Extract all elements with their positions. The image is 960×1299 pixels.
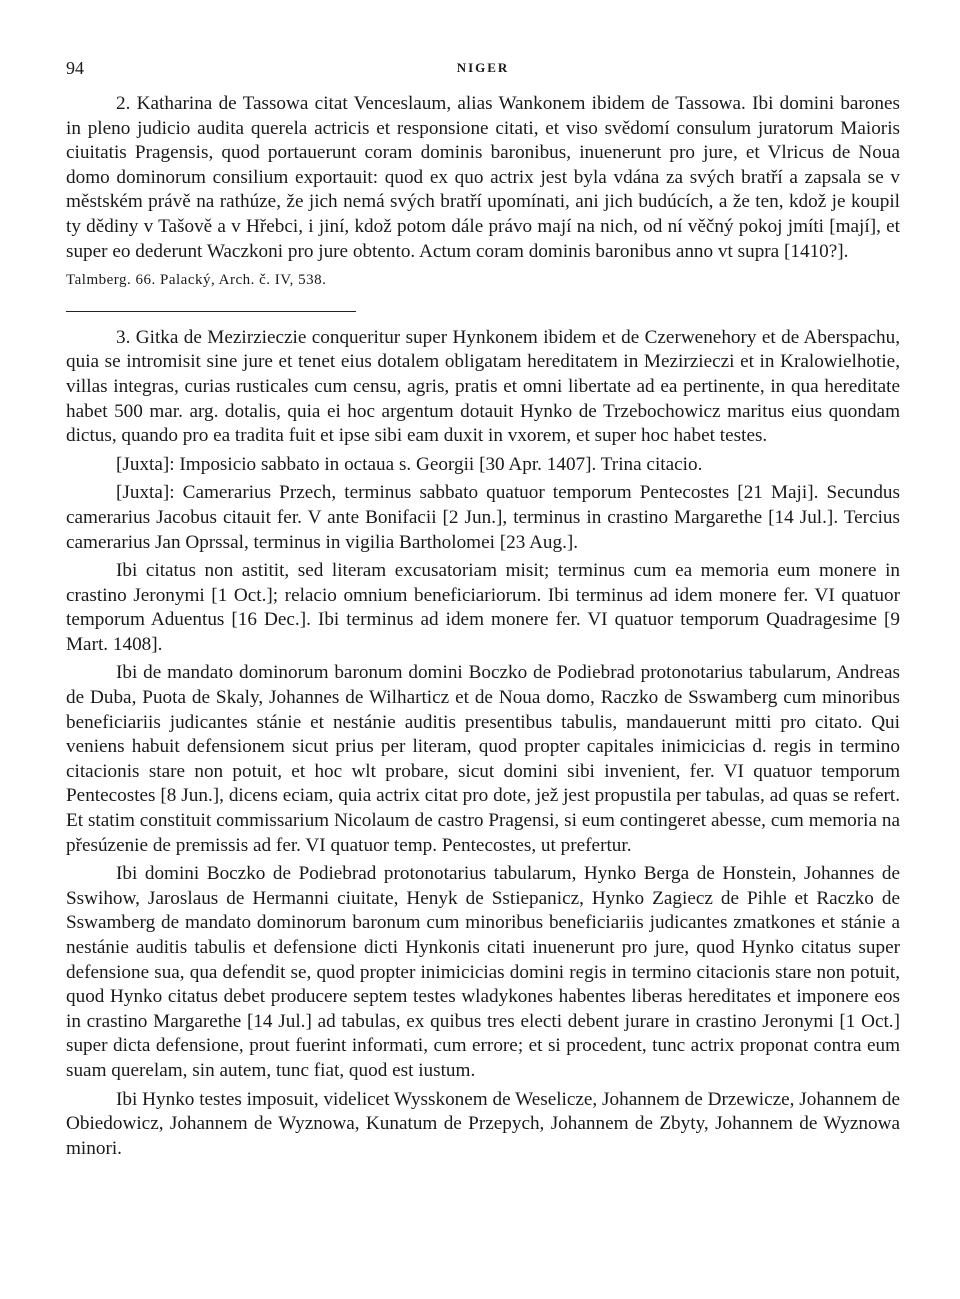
entry-3-paragraph-2: [Juxta]: Imposicio sabbato in octaua s. Georgii [30 Apr. 1407]. Trina citacio. [116, 453, 703, 475]
entry-3-paragraph-7: Ibi Hynko testes imposuit, videlicet Wysskonem de Weselicze, Johannem de Drzewicze, Johannem de Obiedowicz, Johannem de Wyznowa, Kunatum de Przepych, Johannem de Zbyty, Johannem de Wyznowa minori. [66, 1088, 900, 1159]
page-header [66, 56, 900, 82]
entry-3-paragraph-6: Ibi domini Boczko de Podiebrad protonotarius tabularum, Hynko Berga de Honstein, Johannes de Sswihow, Jaroslaus de Hermanni ciuitate, Henyk de Sstiepanicz, Hynko Zagiecz de Pihle et Raczko de Sswamberg de mandato dominorum baronum cum minoribus beneficiariis judicantes zmatkones et stánie a nestánie auditis tabulis et defensione dicti Hynkonis citati inuenerunt pro jure, quod Hynko citatus super defensione sua, qua defendit se, quod propter inimicicias domini regis in termino citacionis stare non potuit, quod Hynko citatus debet producere septem testes wladykones habentes liberas hereditates et imponere eos in crastino Margarethe [14 Jul.] ad tabulas, ex quibus tres electi debent jurare in crastino Jeronymi [1 Oct.] super dicta defensione, prout fuerint informati, cum errore; et si procedent, tunc actrix proponat contra eum suam querelam, sin autem, tunc fiat, quod est iustum. [66, 863, 900, 1081]
running-title: NIGER [456, 60, 510, 75]
entry-3-paragraph-4: Ibi citatus non astitit, sed literam excusatoriam misit; terminus cum ea memoria eum monere in crastino Jeronymi [1 Oct.]; relacio omnium beneficiariorum. Ibi terminus ad idem monere fer. VI quatuor temporum Aduentus [16 Dec.]. Ibi terminus ad idem monere fer. VI quatuor temporum Quadragesime [9 Mart. 1408]. [66, 560, 900, 655]
entry-3-paragraph-3: [Juxta]: Camerarius Przech, terminus sabbato quatuor temporum Pentecostes [21 Maji]. Secundus camerarius Jacobus citauit fer. V ante Bonifacii [2 Jun.], terminus in crastino Margarethe [14 Jul.]. Tercius camerarius Jan Oprssal, terminus in vigilia Bartholomei [23 Aug.]. [66, 482, 900, 553]
document-page [66, 56, 900, 1161]
entry-2-reference: Talmberg. 66. Palacký, Arch. č. IV, 538. [66, 272, 327, 289]
section-divider [66, 311, 356, 312]
entry-2-text: 2. Katharina de Tassowa citat Venceslaum, alias Wankonem ibidem de Tassowa. Ibi domini barones in pleno judicio audita querela actricis et responsione citati, et viso svědomí consulum juratorum Maioris ciuitatis Pragensis, quod portauerunt coram dominis baronibus, inuenerunt pro jure, et Vlricus de Noua domo dominorum consilium exportauit: quod ex quo actrix jest byla vdána za svých bratří a zapsala se v městském právě na rathúze, že jich nemá svých bratří upomínati, ani jich budúcích, a že ten, kdož je koupil ty dědiny v Tašově a v Hřebci, i jiní, kdož potom dále právo mají na nich, od ní věčný pokoj jmíti [mají], et super eo dederunt Waczkoni pro jure obtento. Actum coram dominis baronibus anno vt supra [1410?]. [66, 93, 900, 262]
page-number: 94 [66, 58, 84, 78]
entry-3-paragraph-5: Ibi de mandato dominorum baronum domini Boczko de Podiebrad protonotarius tabularum, Andreas de Duba, Puota de Skaly, Johannes de Wilharticz et de Noua domo, Raczko de Sswamberg cum minoribus beneficiariis judicantes stánie et nestánie auditis presentibus tabulis, mandauerunt mitti pro citato. Qui veniens habuit defensionem sicut prius per literam, quod propter capitales inimicicias d. regis in termino citacionis stare non potuit, et hoc wlt probare, sicut domini sibi invenient, fer. VI quatuor temporum Pentecostes [8 Jun.], dicens eciam, quia actrix citat pro dote, jež jest propustila per tabulas, ad quas se refert. Et statim constituit commissarium Nicolaum de castro Pragensi, si eum contingeret abesse, cum memoria na přesúzenie de premissis ad fer. VI quatuor temp. Pentecostes, ut prefertur. [66, 662, 900, 856]
entry-3-paragraph-1: 3. Gitka de Mezirzieczie conqueritur super Hynkonem ibidem et de Czerwenehory et de Aberspachu, quia se intromisit sine jure et tenet eius dotalem obligatam hereditatem in Mezirzieczi et in Kralowielhotie, villas integras, curias rusticales cum censu, agris, pratis et omni libertate ad ea pertinente, in qua hereditate habet 500 mar. arg. dotalis, quia ei hoc argentum dotauit Hynko de Trzebochowicz maritus eius quondam dictus, quando pro ea tradita fuit et ipse sibi eam duxit in vxorem, et super hoc habet testes. [66, 326, 900, 447]
